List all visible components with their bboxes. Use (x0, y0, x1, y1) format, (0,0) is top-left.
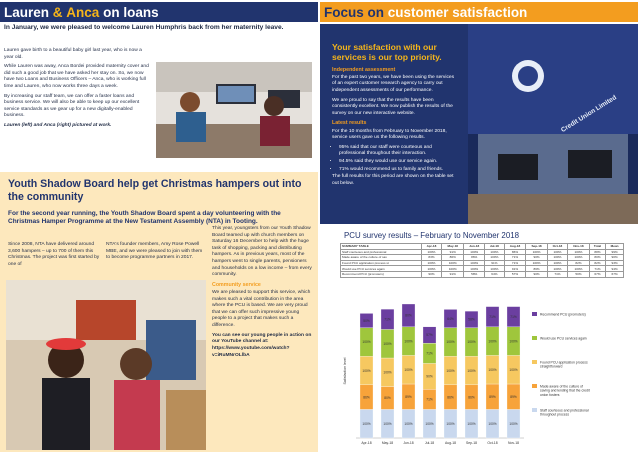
loans-photo (156, 62, 312, 158)
table-cell: 64% (485, 271, 504, 277)
table-cell: 91% (442, 249, 464, 255)
table-cell: 94% (606, 266, 624, 272)
x-tick-label: Sep-18 (466, 441, 477, 445)
latest-2: The full results for this period are shown on the table set out below. (332, 174, 454, 186)
table-col-header: Mean (606, 244, 624, 250)
table-cell: 86% (442, 255, 464, 261)
table-cell: 82% (589, 260, 605, 266)
table-row-label: Staff courteous and professional (341, 249, 422, 255)
x-tick-label: May-18 (381, 441, 394, 445)
data-label: 100% (446, 340, 455, 345)
table-col-header: May-18 (442, 244, 464, 250)
shadow-title: Youth Shadow Board help get Christmas hampers out into the community (8, 178, 302, 203)
table-cell: 100% (568, 266, 590, 272)
table-title: SUMMARY TABLE (341, 244, 422, 250)
table-cell: 80% (589, 255, 605, 261)
table-cell: 91% (442, 271, 464, 277)
table-cell: 88% (589, 249, 605, 255)
data-label: 89% (405, 394, 412, 399)
data-label: 100% (383, 370, 392, 375)
table-row-label: Would use PCU services again (341, 266, 422, 272)
data-label: 71% (489, 314, 496, 319)
legend-label: Found PCU application process straightforward (540, 360, 588, 369)
data-label: 100% (404, 421, 413, 426)
table-row-label: Made aware of the culture of sav (341, 255, 422, 261)
pcu-results (320, 228, 638, 452)
table-col-header: Nov-18 (568, 244, 590, 250)
right-header-accent: Focus on (324, 4, 384, 20)
table-cell: 100% (485, 255, 504, 261)
legend-swatch (532, 408, 537, 412)
data-label: 100% (467, 368, 476, 373)
table-cell: 71% (547, 271, 567, 277)
table-col-header: Oct-18 (547, 244, 567, 250)
data-label: 100% (383, 421, 392, 426)
data-label: 86% (468, 395, 475, 400)
data-label: 50% (363, 318, 370, 323)
data-label: 71% (426, 351, 433, 356)
shadow-col-3-text: This year, youngsters from our Youth Shadow Board teamed up with church members on Saturday 16 December to help with the huge task of shopping, packing and distributing hampers. As in previous years, most of the hampers went to single parents, pensioners and households on a low income – from every community. (212, 226, 312, 278)
independent-2: We are proud to say that the results have been consistently excellent. We now publish the results of the survey on our new interactive website. (332, 97, 453, 116)
x-tick-label: Aug-18 (445, 441, 456, 445)
loans-caption: Lauren (left) and Anca (right) pictured at work. (4, 123, 112, 129)
data-label: 64% (447, 316, 454, 321)
data-label: 89% (489, 394, 496, 399)
satisfaction-title: Your satisfaction with our services is our top priority. (332, 42, 442, 63)
table-cell: 58% (464, 271, 485, 277)
hamper-photo (6, 280, 206, 450)
data-label: 100% (404, 339, 413, 344)
table-cell: 100% (547, 260, 567, 266)
loans-intro: In January, we were pleased to welcome Lauren Humphris back from her maternity leave. (4, 24, 284, 31)
summary-table-grid (340, 243, 624, 278)
independent-sub: Independent assessment (332, 66, 396, 73)
legend-label: Made aware of the culture of saving and lending that the credit union fosters (540, 384, 590, 397)
data-label: 71% (510, 314, 517, 319)
right-page (320, 0, 638, 452)
table-cell: 83% (421, 255, 442, 261)
table-cell: 100% (568, 249, 590, 255)
table-row-label: Found PCU application process st (341, 260, 422, 266)
table-col-header: Total (589, 244, 605, 250)
table-cell: 57% (504, 271, 526, 277)
legend-label: Would use PCU services again (540, 336, 587, 341)
data-label: 86% (447, 395, 454, 400)
y-axis-label: Satisfaction level (343, 357, 347, 385)
table-col-header: Jul-18 (485, 244, 504, 250)
data-label: 57% (426, 333, 433, 338)
table-cell: 100% (421, 266, 442, 272)
office-photo (468, 24, 638, 224)
table-col-header: Apr-18 (421, 244, 442, 250)
right-header (320, 2, 638, 22)
data-label: 80% (384, 396, 391, 401)
x-tick-label: Jun-18 (403, 441, 414, 445)
table-cell: 90% (526, 271, 547, 277)
data-label: 80% (405, 313, 412, 318)
table-cell: 86% (464, 255, 485, 261)
data-label: 58% (468, 317, 475, 322)
results-list (332, 145, 458, 173)
table-col-header: Sep-18 (526, 244, 547, 250)
table-row-label: Recommend PCU (promoters) (341, 271, 422, 277)
table-cell: 100% (568, 255, 590, 261)
table-cell: 100% (526, 249, 547, 255)
youtube-link[interactable]: You can see our young people in action on our YouTube channel at: https://www.youtube.com/watch?v=iRuMNrOLlbA (212, 332, 312, 358)
result-bullet: • 94.5% said they would use our service again. (339, 159, 458, 166)
table-cell: 100% (485, 266, 504, 272)
data-label: 100% (509, 339, 518, 344)
legend-swatch (532, 360, 537, 364)
header-name-2: Anca (66, 4, 100, 20)
result-bullet: • 95% said that our staff were courteous and professional throughout their interaction. (339, 145, 458, 158)
data-label: 71% (384, 317, 391, 322)
table-cell: 67% (589, 271, 605, 277)
latest-sub: Latest results (332, 120, 367, 127)
table-cell: 100% (464, 260, 485, 266)
office-sign: Credit Union Limited (560, 94, 618, 134)
data-label: 100% (467, 340, 476, 345)
pcu-title: PCU survey results – February to November 2018 (344, 231, 519, 240)
left-page (0, 0, 318, 452)
table-cell: 90% (606, 255, 624, 261)
data-label: 100% (488, 367, 497, 372)
loans-para-2: While Lauren was away, Anca Bordei provided maternity cover and did such a good job that we have asked her stay on. So, we now have two Loans and Business Officers – Anca, who is working full time and Lauren, who now works three days a week. (4, 64, 149, 90)
table-row (341, 271, 624, 277)
data-label: 100% (446, 368, 455, 373)
table-cell: 100% (464, 266, 485, 272)
x-tick-label: Oct-18 (487, 441, 498, 445)
table-cell: 91% (485, 260, 504, 266)
data-label: 100% (467, 421, 476, 426)
stacked-bar-chart (340, 300, 624, 450)
x-tick-label: Nov-18 (508, 441, 519, 445)
data-label: 100% (488, 421, 497, 426)
shadow-lead: For the second year running, the Youth Shadow Board spent a day volunteering with the Christmas Hamper Programme at the New Testament Assembly (NTA) in Tooting. (8, 210, 281, 226)
community-service-text: We are pleased to support this service, which makes such a vital contribution in the area where the PCU is based. We are very proud that we can offer such impressive young people to a project that makes such a difference. (212, 290, 311, 329)
table-cell: 71% (589, 266, 605, 272)
shadow-col-1: Since 2008, NTA have delivered around 3,600 hampers – up to 700 of them this Christmas. The project was first started by one of (8, 242, 100, 267)
table-cell: 82% (568, 260, 590, 266)
table-cell: 100% (442, 260, 464, 266)
loans-para-1: Lauren gave birth to a beautiful baby girl last year, who is now a year old. (4, 48, 142, 60)
data-label: 100% (362, 368, 371, 373)
table-col-header: Jun-18 (464, 244, 485, 250)
data-label: 100% (446, 421, 455, 426)
shadow-col-3 (212, 226, 312, 362)
table-cell: 100% (442, 266, 464, 272)
result-bullet: • 71% would recommend us to family and friends. (339, 167, 458, 174)
legend-swatch (532, 384, 537, 388)
satisfaction-text (332, 42, 458, 190)
table-cell: 67% (606, 271, 624, 277)
summary-table (340, 243, 624, 278)
header-amp: & (52, 4, 63, 20)
shadow-board-box (0, 172, 318, 452)
table-cell: 100% (485, 249, 504, 255)
table-cell: 100% (421, 260, 442, 266)
data-label: 100% (362, 340, 371, 345)
data-label: 90% (426, 374, 433, 379)
x-tick-label: Apr-18 (361, 441, 372, 445)
independent-1: For the past two years, we have been using the services of an expert customer research agency to carry out independent assessments of our performance. (332, 74, 455, 93)
legend-swatch (532, 312, 537, 316)
data-label: 100% (509, 421, 518, 426)
left-header (0, 2, 318, 22)
data-label: 86% (363, 395, 370, 400)
table-cell: 100% (464, 249, 485, 255)
table-cell: 86% (504, 249, 526, 255)
shadow-col-2: NTA's founder members, Amy Rose Powell MBE, and we were pleased to join with them to become programme partners in 2017. (106, 242, 203, 261)
data-label: 100% (404, 367, 413, 372)
data-label: 71% (426, 397, 433, 402)
community-service-title: Community service (212, 281, 261, 288)
header-name-1: Lauren (4, 4, 50, 20)
data-label: 100% (362, 421, 371, 426)
table-cell: 71% (504, 260, 526, 266)
x-tick-label: Jul-18 (424, 441, 435, 445)
data-label: 100% (509, 367, 518, 372)
table-cell: 100% (526, 260, 547, 266)
loans-para-3: By increasing our staff team, we can offer a faster loans and business service. We will also be able to keep up our excellent service standards as we gear up for a new digitally-enabled business. (4, 93, 140, 119)
table-cell: 86% (526, 266, 547, 272)
table-cell: 90% (421, 271, 442, 277)
table-cell: 50% (568, 271, 590, 277)
legend-label: Staff courteous and professional throughout process (540, 408, 589, 417)
table-cell: 91% (504, 266, 526, 272)
table-cell: 99% (606, 249, 624, 255)
table-cell: 100% (547, 249, 567, 255)
legend-label: Recommend PCU (promoters) (540, 312, 586, 317)
right-header-rest: customer satisfaction (387, 4, 528, 20)
data-label: 89% (510, 394, 517, 399)
table-cell: 90% (526, 255, 547, 261)
table-cell: 100% (547, 255, 567, 261)
table-col-header: Aug-18 (504, 244, 526, 250)
loans-text (4, 48, 150, 133)
data-label: 100% (425, 421, 434, 426)
data-label: 100% (488, 339, 497, 344)
table-cell: 71% (504, 255, 526, 261)
data-label: 100% (383, 341, 392, 346)
latest-1: For the 10 months from February to November 2018, service users gave us the following results. (332, 128, 447, 141)
table-cell: 93% (606, 260, 624, 266)
table-cell: 100% (421, 249, 442, 255)
header-rest: on loans (103, 4, 159, 20)
legend-swatch (532, 336, 537, 340)
table-cell: 100% (547, 266, 567, 272)
